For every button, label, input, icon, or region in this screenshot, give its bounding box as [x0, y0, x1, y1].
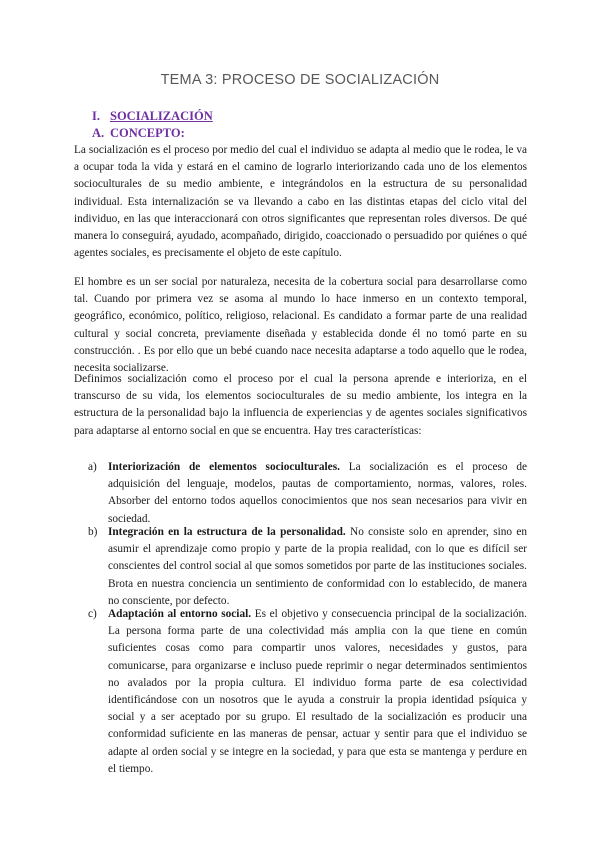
list-item-text: No consiste solo en aprender, sino en asumir el aprendizaje como propio y parte de la propia realidad, con lo que es difícil ser conscientes del control social al que somos sometidos por parte de las instituciones sociales. Brota en nuestra conciencia un sentimiento de conformidad con lo establecido, de manera no consciente, por defecto.: [108, 526, 528, 607]
list-marker: b): [88, 526, 98, 538]
subsection-title: CONCEPTO:: [110, 126, 185, 140]
document-title: TEMA 3: PROCESO DE SOCIALIZACIÓN: [160, 72, 440, 88]
subsection-number: A.: [92, 126, 105, 140]
paragraph-social-nature: El hombre es un ser social por naturaleza, necesita de la cobertura social para desarrollarse como tal. Cuando por primera vez se asoma al mundo lo hace inmerso en un contexto temporal, geográfico, económico, político, religioso, relacional. Es candidato a formar parte de una realidad cultural y social concreta, previamente diseñada y establecida donde él no tomó parte en su construcción. . Es por ello que un bebé cuando nace necesita adaptarse a todo aquello que le rodea, necesita socializarse.: [74, 276, 527, 375]
characteristics-list-a: [74, 459, 527, 528]
list-item: [74, 459, 527, 528]
section-heading: [92, 108, 213, 125]
list-item-title: Adaptación al entorno social.: [108, 608, 252, 620]
list-item: [74, 606, 527, 778]
section-title: SOCIALIZACIÓN: [110, 109, 213, 123]
list-item-title: Integración en la estructura de la personalidad.: [108, 526, 346, 538]
list-item-title: Interiorización de elementos socioculturales.: [108, 461, 340, 473]
paragraph-intro: La socialización es el proceso por medio del cual el individuo se adapta al medio que le rodea, le va a ocupar toda la vida y estará en el camino de lograrlo interiorizando cada uno de los elementos socioculturales de su medio ambiente, e integrándolos en la estructura de su personalidad individual. Esta internalización se va llevando a cabo en las distintas etapas del ciclo vital del individuo, en las que interaccionará con otros significantes que representan roles diversos. De qué manera lo conseguirá, ayudado, acompañado, dirigido, coaccionado o persuadido por quiénes o qué agentes sociales, es precisamente el objeto de este capítulo.: [74, 144, 527, 260]
subsection-heading: [92, 125, 185, 142]
list-item: [74, 524, 527, 610]
paragraph-definition: Definimos socialización como el proceso por el cual la persona aprende e interioriza, en el transcurso de su vida, los elementos socioculturales de su medio ambiente, los integra en la estructura de la personalidad bajo la influencia de experiencias y de agentes sociales significativos para adaptarse al entorno social en que se encuentra. Hay tres características:: [74, 373, 527, 437]
characteristics-list-b: [74, 524, 527, 610]
list-marker: a): [88, 461, 97, 473]
list-marker: c): [88, 608, 97, 620]
list-item-text: La socialización es el proceso de adquisición del lenguaje, modelos, pautas de comportamiento, normas, valores, roles. Absorber del entorno todos aquellos conocimientos que nos sean necesarios para vivir en sociedad.: [108, 461, 528, 525]
list-item-text: Es el objetivo y consecuencia principal de la socialización. La persona forma parte de una colectividad más amplia con la que tiene en común suficientes cosas como para compartir unos valores, necesidades y gustos, para comunicarse, para organizarse e incluso puede reprimir o negar determinados sentimientos no avalados por la propia cultura. El individuo forma parte de esa colectividad identificándose con un nosotros que le ayuda a construir la propia identidad psíquica y social y a ser aceptado por su grupo. El resultado de la socialización es producir una conformidad suficiente en las maneras de pensar, actuar y sentir para que el individuo se adapte al orden social y se integre en la sociedad, y para que esta se mantenga y perdure en el tiempo.: [108, 608, 527, 775]
characteristics-list-c: [74, 606, 527, 778]
section-number: I.: [92, 109, 100, 123]
